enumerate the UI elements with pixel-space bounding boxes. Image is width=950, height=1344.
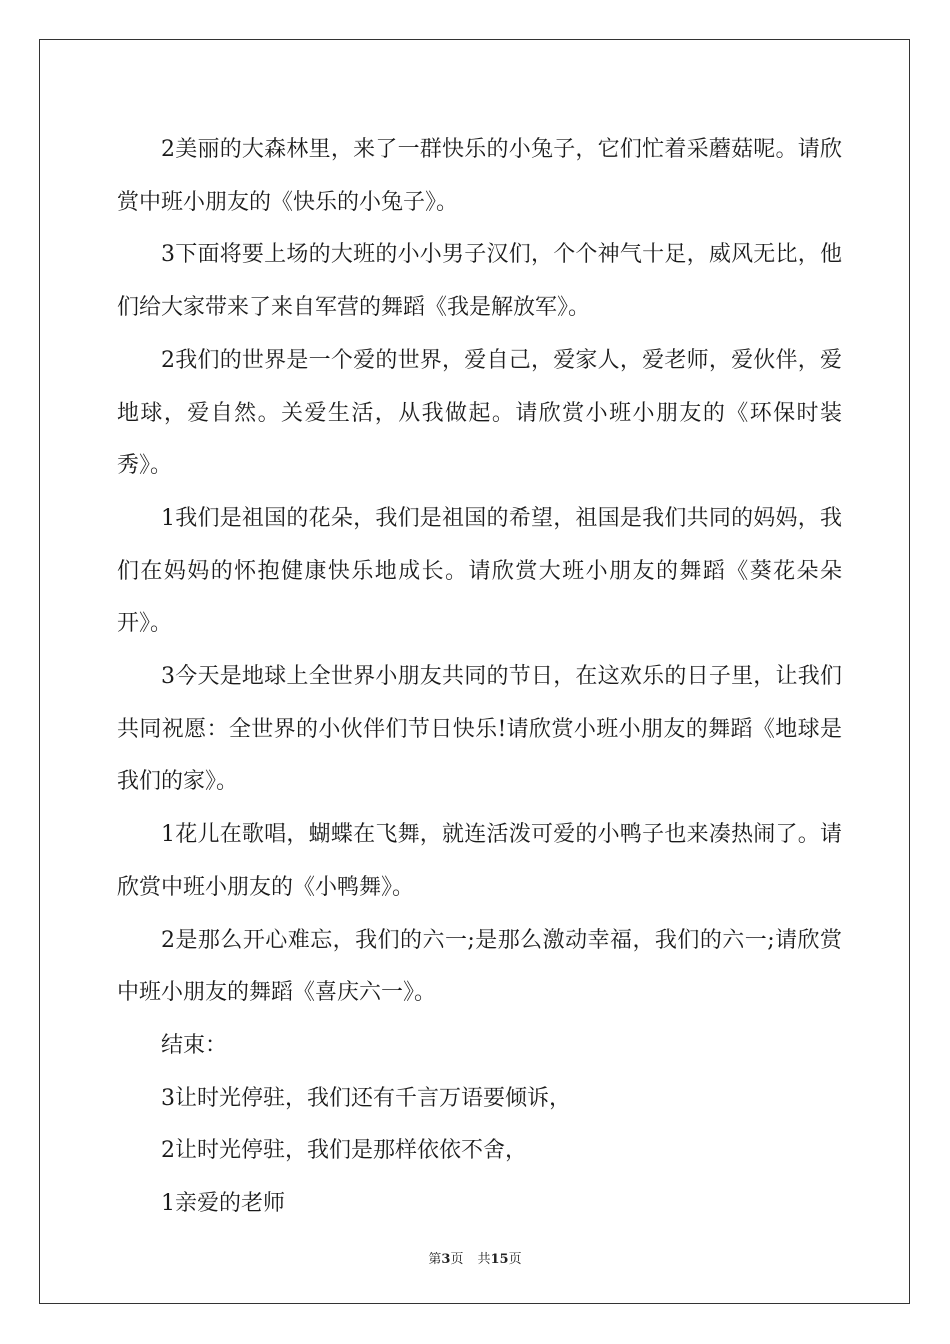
total-suffix: 页 (508, 1252, 522, 1267)
paragraph: 1我们是祖国的花朵，我们是祖国的希望，祖国是我们共同的妈妈，我们在妈妈的怀抱健康快乐地成长。请欣赏大班小朋友的舞蹈《葵花朵朵开》。 (117, 505, 842, 637)
paragraph: 1亲爱的老师 (161, 1191, 285, 1217)
paragraph: 2我们的世界是一个爱的世界，爱自己，爱家人，爱老师，爱伙伴，爱地球，爱自然。关爱生活，从我做起。请欣赏小班小朋友的《环保时装秀》。 (117, 347, 842, 479)
paragraph: 3让时光停驻，我们还有千言万语要倾诉， (161, 1085, 571, 1111)
paragraph: 2让时光停驻，我们是那样依依不舍， (161, 1138, 527, 1164)
paragraph: 2是那么开心难忘，我们的六一;是那么激动幸福，我们的六一;请欣赏中班小朋友的舞蹈《喜庆六一》。 (117, 927, 842, 1006)
paragraph: 2美丽的大森林里，来了一群快乐的小兔子，它们忙着采蘑菇呢。请欣赏中班小朋友的《快乐的小兔子》。 (117, 137, 842, 215)
paragraph: 3下面将要上场的大班的小小男子汉们，个个神气十足，威风无比，他们给大家带来了来自军营的舞蹈《我是解放军》。 (117, 242, 842, 321)
paragraph: 1花儿在歌唱，蝴蝶在飞舞，就连活泼可爱的小鸭子也来凑热闹了。请欣赏中班小朋友的《小鸭舞》。 (117, 822, 842, 900)
page-footer (0, 1248, 950, 1267)
page-number: 3 (441, 1252, 451, 1267)
paragraph: 3今天是地球上全世界小朋友共同的节日，在这欢乐的日子里，让我们共同祝愿：全世界的小伙伴们节日快乐!请欣赏小班小朋友的舞蹈《地球是我们的家》。 (117, 664, 842, 795)
total-prefix: 共 (477, 1252, 491, 1267)
page-suffix: 页 (450, 1252, 464, 1267)
section-heading-ending: 结束： (161, 1032, 228, 1058)
document-body (117, 124, 842, 1231)
page-prefix: 第 (428, 1252, 442, 1267)
total-pages: 15 (490, 1252, 509, 1267)
